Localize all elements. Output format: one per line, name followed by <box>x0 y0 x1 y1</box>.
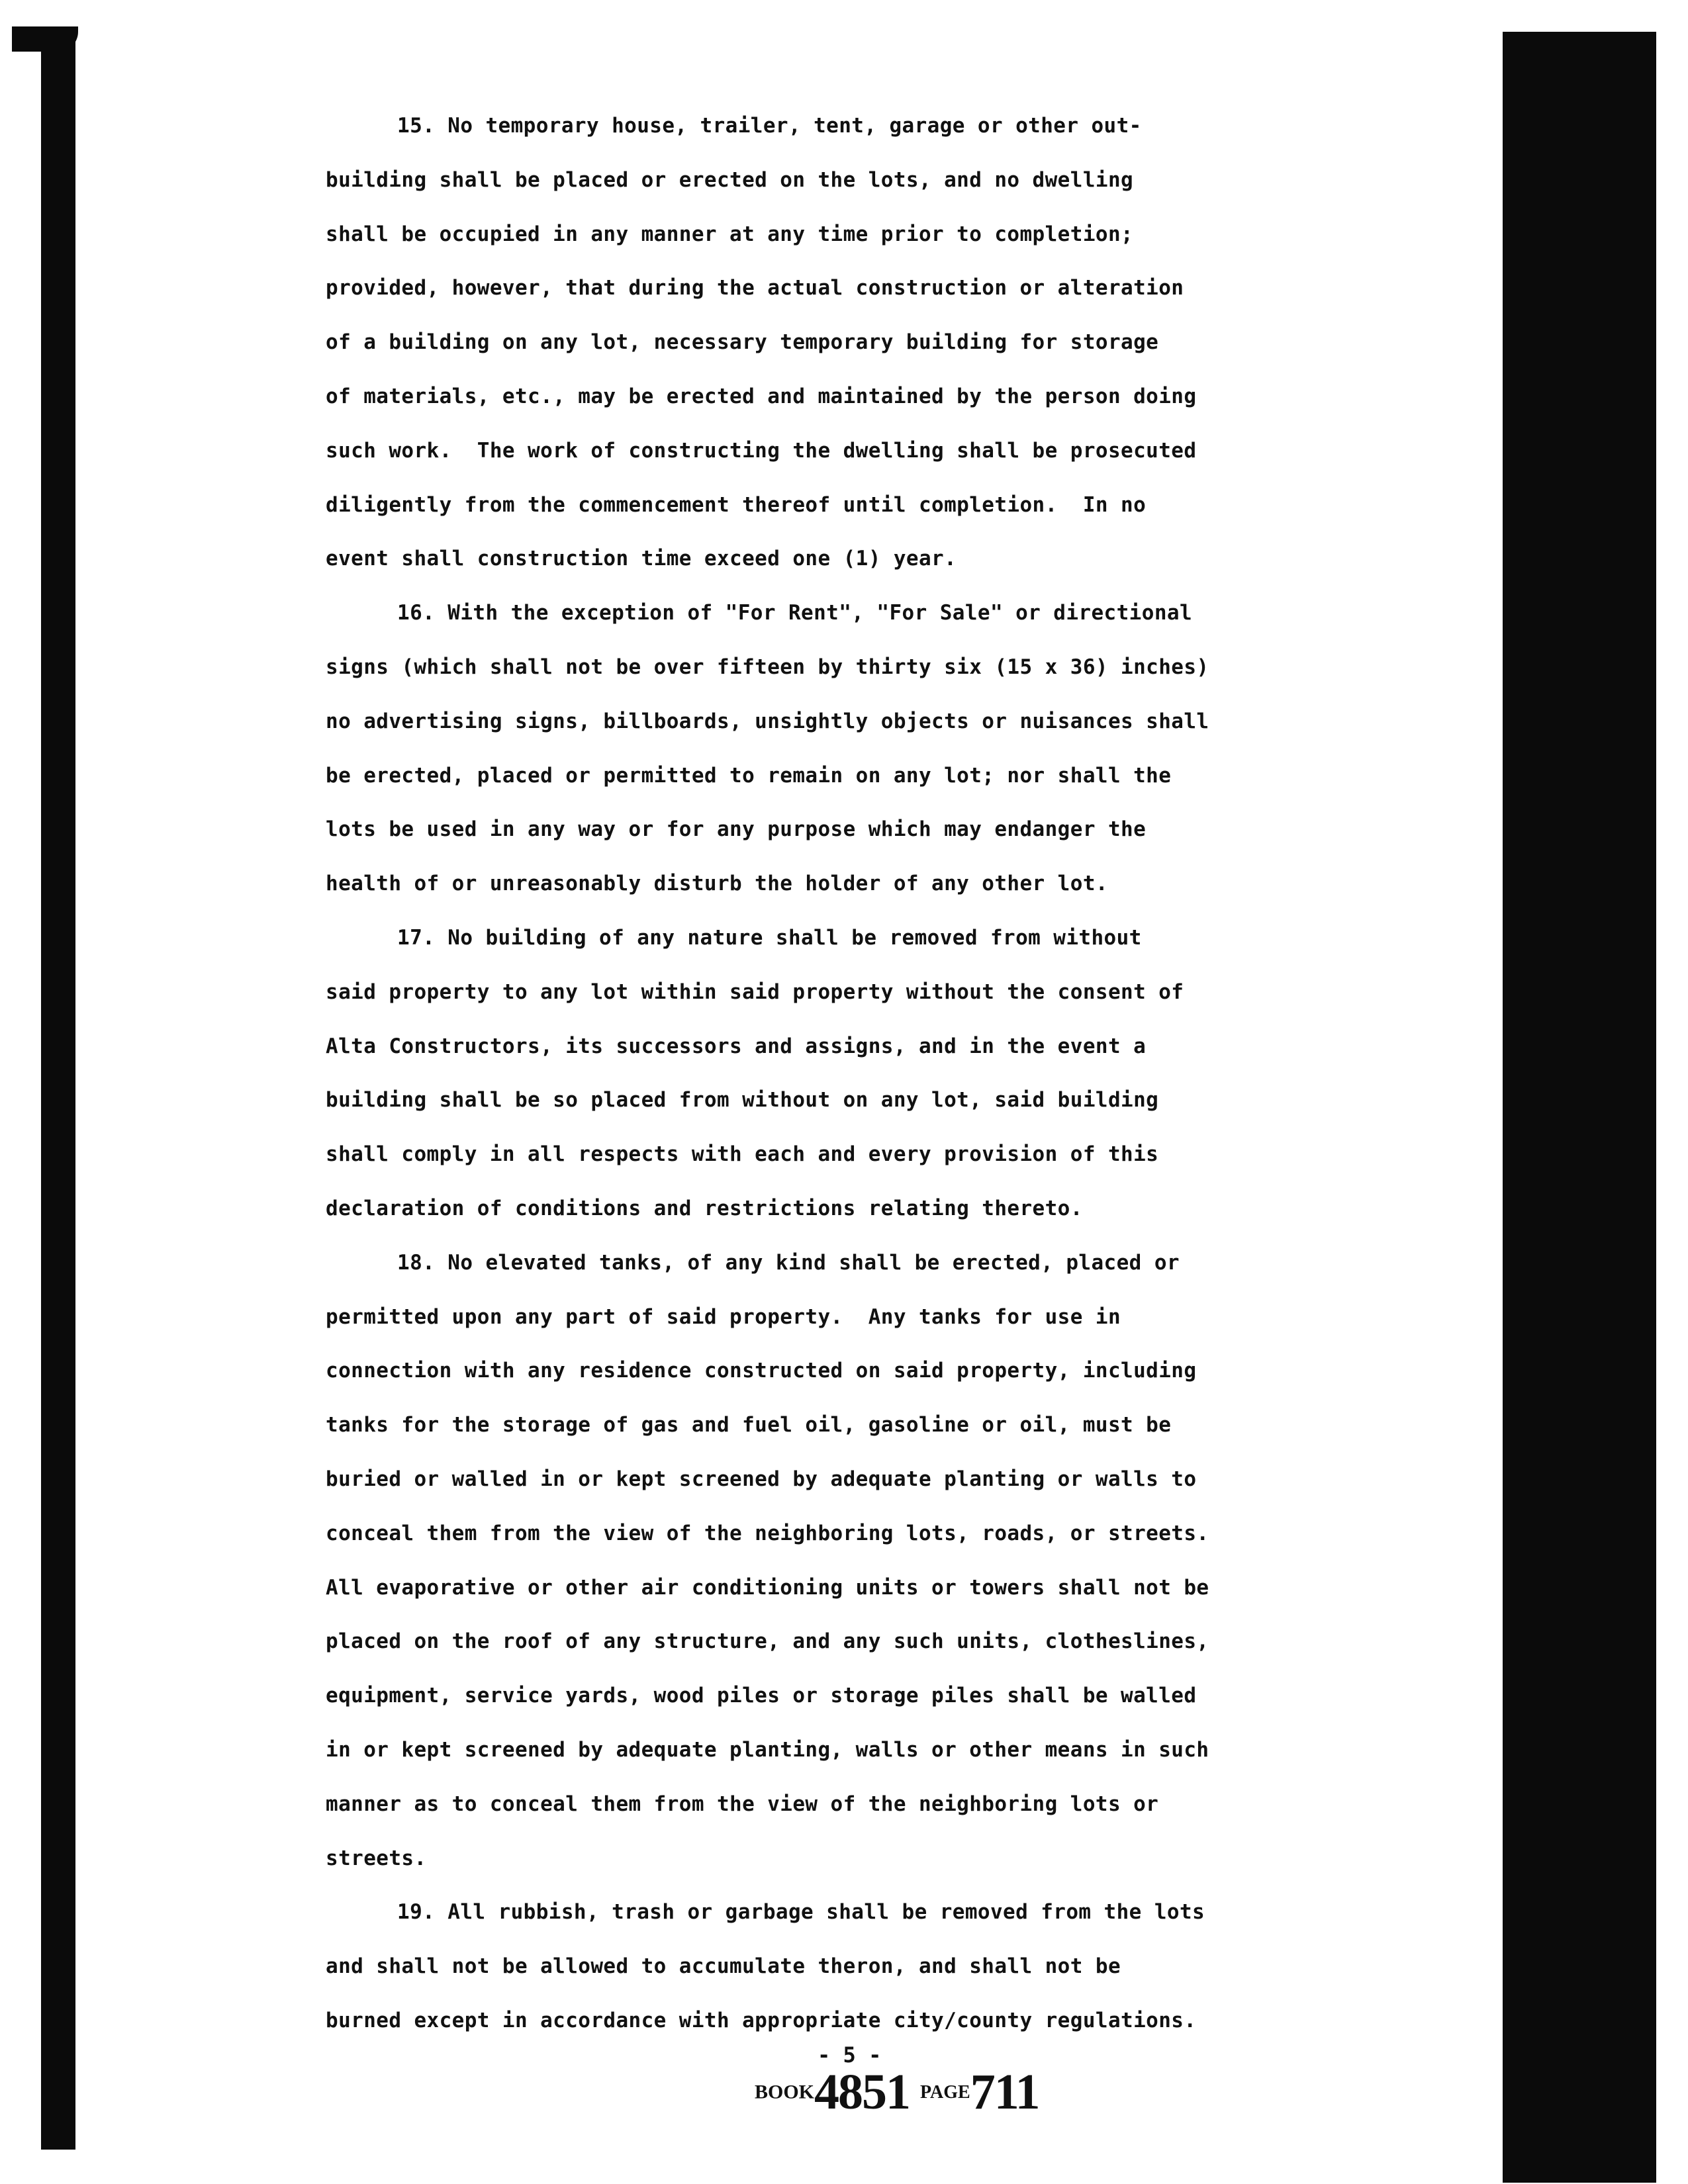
paragraph-19-line: 19. All rubbish, trash or garbage shall be removed from the lots <box>397 1900 1205 1925</box>
paragraph-18-line: streets. <box>326 1846 427 1870</box>
paragraph-18-line: in or kept screened by adequate planting, walls or other means in such <box>326 1737 1209 1762</box>
paragraph-15-line: event shall construction time exceed one (1) year. <box>326 547 957 571</box>
paragraph-18-line: tanks for the storage of gas and fuel oil, gasoline or oil, must be <box>326 1413 1172 1437</box>
paragraph-17-line: shall comply in all respects with each and every provision of this <box>326 1142 1159 1167</box>
document-body <box>326 99 1297 2048</box>
paragraph-16-line: lots be used in any way or for any purpose which may endanger the <box>326 817 1147 842</box>
paragraph-18-line: buried or walled in or kept screened by adequate planting or walls to <box>326 1467 1197 1491</box>
scan-border-right <box>1503 32 1656 2183</box>
stamp-book-label: BOOK <box>755 2081 815 2103</box>
stamp-page-number: 711 <box>970 2064 1039 2120</box>
page-number: - 5 - <box>818 2042 882 2068</box>
paragraph-15-line: provided, however, that during the actual construction or alteration <box>326 276 1184 300</box>
paragraph-18-line: conceal them from the view of the neighboring lots, roads, or streets. <box>326 1521 1209 1545</box>
paragraph-19-line: and shall not be allowed to accumulate theron, and shall not be <box>326 1954 1121 1979</box>
paragraph-15-line: of a building on any lot, necessary temporary building for storage <box>326 330 1159 355</box>
paragraph-16-line: signs (which shall not be over fifteen by thirty six (15 x 36) inches) <box>326 655 1209 679</box>
recording-stamp <box>755 2064 1039 2121</box>
paragraph-16-line: 16. With the exception of "For Rent", "For Sale" or directional <box>397 601 1193 625</box>
paragraph-16-line: be erected, placed or permitted to remain on any lot; nor shall the <box>326 763 1172 788</box>
paragraph-15-line: 15. No temporary house, trailer, tent, garage or other out- <box>397 114 1142 138</box>
paragraph-15-line: diligently from the commencement thereof until completion. In no <box>326 492 1147 517</box>
paragraph-18-line: permitted upon any part of said property. Any tanks for use in <box>326 1304 1121 1329</box>
paragraph-18-line: equipment, service yards, wood piles or storage piles shall be walled <box>326 1684 1197 1708</box>
paragraph-17-line: said property to any lot within said property without the consent of <box>326 979 1184 1004</box>
paragraph-18-line: 18. No elevated tanks, of any kind shall be erected, placed or <box>397 1250 1180 1275</box>
paragraph-17-line: building shall be so placed from without on any lot, said building <box>326 1088 1159 1113</box>
paragraph-18-line: placed on the roof of any structure, and any such units, clotheslines, <box>326 1629 1209 1654</box>
paragraph-16-line: health of or unreasonably disturb the holder of any other lot. <box>326 872 1108 896</box>
paragraph-16-line: no advertising signs, billboards, unsightly objects or nuisances shall <box>326 709 1209 733</box>
paragraph-15-line: such work. The work of constructing the dwelling shall be prosecuted <box>326 438 1197 463</box>
scan-border-left <box>41 32 75 2150</box>
paragraph-17-line: declaration of conditions and restrictions relating thereto. <box>326 1196 1083 1220</box>
paragraph-15-line: building shall be placed or erected on the lots, and no dwelling <box>326 167 1134 192</box>
paragraph-18-line: connection with any residence constructed on said property, including <box>326 1359 1197 1383</box>
paragraph-15-line: shall be occupied in any manner at any time prior to completion; <box>326 222 1134 246</box>
paragraph-18-line: All evaporative or other air conditioning units or towers shall not be <box>326 1575 1209 1600</box>
paragraph-17-line: 17. No building of any nature shall be removed from without <box>397 925 1142 950</box>
paragraph-18-line: manner as to conceal them from the view of the neighboring lots or <box>326 1792 1159 1816</box>
paragraph-17-line: Alta Constructors, its successors and assigns, and in the event a <box>326 1034 1147 1058</box>
stamp-book-number: 4851 <box>814 2064 910 2120</box>
paragraph-15-line: of materials, etc., may be erected and maintained by the person doing <box>326 384 1197 408</box>
stamp-page-label: PAGE <box>920 2081 970 2103</box>
paragraph-19-line: burned except in accordance with appropriate city/county regulations. <box>326 2008 1197 2032</box>
